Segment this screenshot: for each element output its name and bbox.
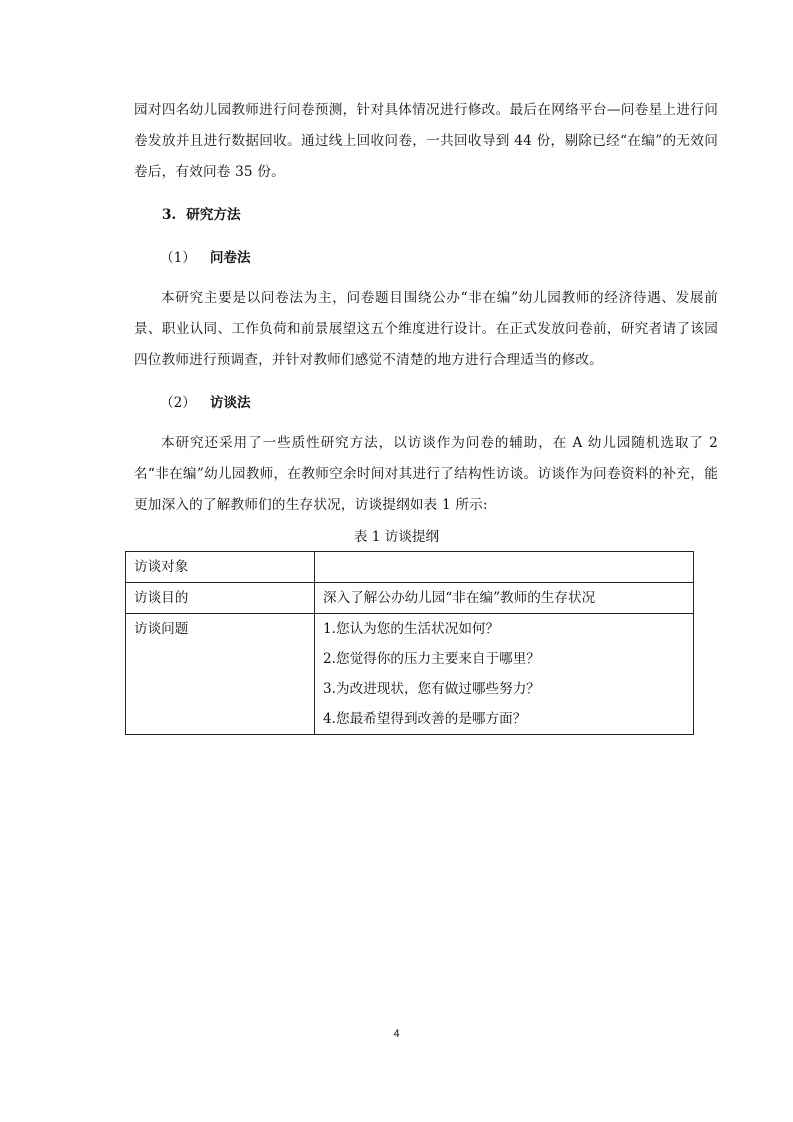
table-row [126, 614, 694, 735]
subsection-heading-questionnaire [160, 248, 251, 268]
table-cell-value [315, 552, 694, 583]
table-cell-value: 深入了解公办幼儿园“非在编”教师的生存状况 [315, 583, 694, 614]
table-row [126, 552, 694, 583]
interview-question: 1.您认为您的生活状况如何？ [323, 621, 500, 637]
section-heading [162, 205, 241, 225]
interview-question: 2.您觉得你的压力主要来自于哪里？ [323, 651, 540, 667]
section-title: 研究方法 [186, 207, 241, 223]
page-number: 4 [393, 1028, 400, 1040]
subsection-heading-interview [160, 393, 251, 413]
table-cell-questions [315, 614, 694, 735]
subsection-title: 问卷法 [209, 250, 251, 266]
section-number: 3. [162, 207, 177, 223]
table-caption: 表 1 访谈提纲 [353, 529, 440, 545]
paragraph-interview-method: 本研究还采用了一些质性研究方法，以访谈作为问卷的辅助，在 A 幼儿园随机选取了 2 名“非在编”幼儿园教师，在教师空余时间对其进行了结构性访谈。访谈作为问卷资料的补充，能更加深入的了解教师们的生存状况，访谈提纲如表 1 所示: [134, 435, 718, 513]
table-cell-label: 访谈问题 [126, 614, 315, 735]
subsection-title: 访谈法 [209, 395, 251, 411]
interview-outline-table [125, 551, 694, 735]
paragraph-questionnaire-method: 本研究主要是以问卷法为主，问卷题目围绕公办“非在编”幼儿园教师的经济待遇、发展前景、职业认同、工作负荷和前景展望这五个维度进行设计。在正式发放问卷前，研究者请了该园四位教师进行预调查，并针对教师们感觉不清楚的地方进行合理适当的修改。 [134, 290, 718, 368]
table-cell-label: 访谈对象 [126, 552, 315, 583]
paragraph-survey-distribution: 园对四名幼儿园教师进行问卷预测，针对具体情况进行修改。最后在网络平台—问卷星上进行问卷发放并且进行数据回收。通过线上回收问卷，一共回收导到 44 份，剔除已经“在编”的无效问卷后，有效问卷 35 份。 [134, 102, 718, 180]
table-row [126, 583, 694, 614]
table-cell-label: 访谈目的 [126, 583, 315, 614]
interview-question: 4.您最希望得到改善的是哪方面？ [323, 711, 527, 727]
subsection-number: （2） [160, 395, 196, 411]
interview-question: 3.为改进现状，您有做过哪些努力？ [323, 681, 540, 697]
subsection-number: （1） [160, 250, 196, 266]
